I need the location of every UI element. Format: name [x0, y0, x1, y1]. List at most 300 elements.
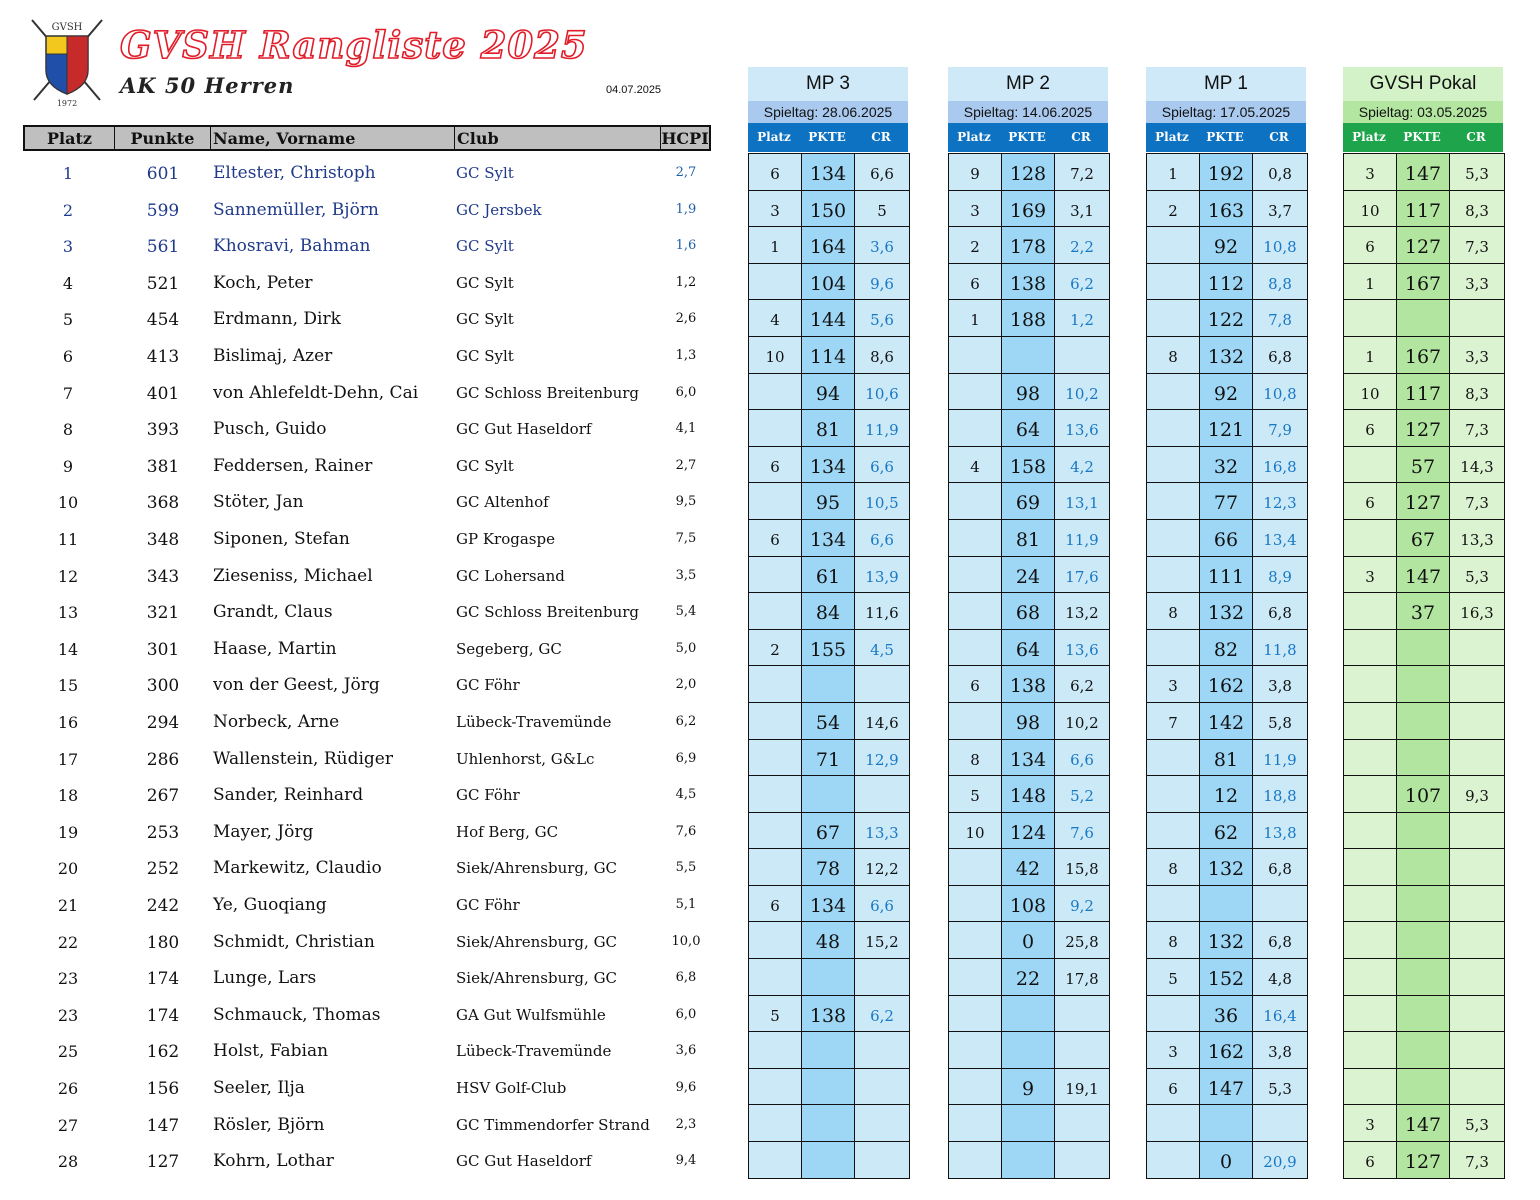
event-platz-cell — [749, 1105, 801, 1140]
event-col-cr: CR — [1071, 130, 1091, 144]
event-cr-cell: 5,3 — [1268, 1079, 1292, 1098]
event-cr-cell — [855, 959, 909, 994]
event-platz-cell — [1344, 740, 1396, 775]
table-row — [23, 704, 711, 741]
table-row — [23, 301, 711, 338]
table-row — [23, 228, 711, 265]
event-grid — [1146, 153, 1308, 1179]
event-cr-cell: 5 — [877, 201, 887, 220]
event-platz-cell — [749, 1032, 801, 1067]
event-pkte-cell: 124 — [1001, 813, 1055, 849]
event-pkte-cell — [801, 776, 855, 812]
name-cell: Grandt, Claus — [213, 602, 333, 623]
club-cell: Hof Berg, GC — [456, 822, 559, 841]
event-row — [1147, 739, 1307, 776]
event-pkte-cell — [1396, 996, 1450, 1032]
event-grid — [948, 153, 1110, 1179]
event-row — [1344, 153, 1504, 190]
name-cell: Sander, Reinhard — [213, 785, 364, 806]
event-cr-cell: 5,3 — [1465, 567, 1489, 586]
event-row — [949, 885, 1109, 922]
event-row — [1147, 190, 1307, 227]
table-row — [23, 558, 711, 595]
event-cr-cell: 15,8 — [1065, 860, 1099, 879]
event-pkte-cell: 134 — [801, 447, 855, 483]
event-row — [1147, 373, 1307, 410]
event-platz-cell — [1344, 1069, 1396, 1104]
event-row — [1147, 665, 1307, 702]
club-cell: Segeberg, GC — [456, 639, 562, 658]
event-cr-cell — [1055, 996, 1109, 1031]
rank-cell: 3 — [62, 237, 74, 257]
event-row — [949, 446, 1109, 483]
event-row — [1147, 775, 1307, 812]
points-cell: 242 — [146, 896, 180, 916]
event-row — [1147, 921, 1307, 958]
name-cell: von der Geest, Jörg — [213, 675, 380, 696]
event-cr-cell — [855, 1142, 909, 1177]
event-row — [749, 556, 909, 593]
hcpi-cell: 1,3 — [675, 348, 697, 363]
event-pkte-cell: 117 — [1396, 374, 1450, 410]
event-cr-cell: 11,8 — [1263, 640, 1297, 659]
event-platz-cell — [1344, 520, 1396, 555]
event-row — [949, 1068, 1109, 1105]
event-pkte-cell: 94 — [801, 374, 855, 410]
event-platz-cell: 8 — [1168, 933, 1178, 952]
event-cr-cell: 5,3 — [1465, 165, 1489, 183]
event-platz-cell: 8 — [1168, 347, 1178, 366]
points-cell: 156 — [146, 1079, 180, 1099]
event-row — [1147, 226, 1307, 263]
event-platz-cell — [749, 410, 801, 445]
hcpi-cell: 1,6 — [675, 238, 697, 254]
event-pkte-cell: 61 — [801, 557, 855, 593]
event-platz-cell — [749, 1142, 801, 1177]
report-date: 04.07.2025 — [606, 84, 662, 96]
event-platz-cell: 3 — [970, 201, 980, 220]
event-platz-cell — [1147, 630, 1199, 665]
event-platz-cell: 1 — [1365, 274, 1375, 293]
club-cell: GC Timmendorfer Strand — [456, 1115, 650, 1134]
event-pkte-cell: 92 — [1199, 227, 1253, 263]
event-row — [749, 665, 909, 702]
name-cell: Rösler, Björn — [213, 1114, 325, 1135]
name-cell: Holst, Fabian — [213, 1041, 329, 1062]
event-row — [1344, 775, 1504, 812]
rank-cell: 8 — [62, 420, 74, 440]
rank-cell: 28 — [57, 1152, 79, 1172]
hcpi-cell: 6,0 — [675, 1006, 697, 1022]
event-platz-cell: 3 — [1365, 567, 1375, 586]
event-pkte-cell: 127 — [1396, 483, 1450, 519]
event-row — [1147, 592, 1307, 629]
event-platz-cell: 3 — [1365, 165, 1375, 183]
points-cell: 162 — [146, 1042, 180, 1063]
points-cell: 127 — [146, 1152, 180, 1173]
event-column-header — [948, 123, 1108, 152]
event-row — [1147, 556, 1307, 593]
event-platz-cell — [1344, 886, 1396, 921]
event-col-cr: CR — [1269, 130, 1289, 144]
event-cr-cell: 19,1 — [1065, 1079, 1099, 1098]
event-pkte-cell: 121 — [1199, 410, 1253, 446]
event-row — [949, 665, 1109, 702]
event-pkte-cell — [1396, 1069, 1450, 1105]
event-pkte-cell — [1396, 849, 1450, 885]
event-row — [1147, 995, 1307, 1032]
event-pkte-cell: 95 — [801, 483, 855, 519]
hcpi-cell: 7,6 — [675, 823, 697, 839]
hcpi-cell: 4,1 — [675, 421, 697, 437]
event-platz-cell — [1344, 300, 1396, 335]
event-cr-cell: 3,3 — [1465, 274, 1489, 293]
event-platz-cell: 6 — [1365, 1153, 1375, 1172]
event-cr-cell: 3,8 — [1268, 1043, 1292, 1062]
event-pkte-cell: 81 — [1001, 520, 1055, 556]
event-cr-cell — [1450, 959, 1504, 994]
points-cell: 368 — [146, 493, 180, 514]
event-platz-cell: 10 — [765, 347, 785, 366]
event-pkte-cell — [1001, 996, 1055, 1032]
event-platz-cell — [749, 813, 801, 848]
event-row — [949, 556, 1109, 593]
event-cr-cell — [1055, 1105, 1109, 1140]
event-cr-cell — [855, 1069, 909, 1104]
event-pkte-cell: 162 — [1199, 666, 1253, 702]
event-cr-cell: 13,9 — [865, 567, 899, 586]
event-pkte-cell — [1199, 1105, 1253, 1141]
event-pkte-cell: 188 — [1001, 300, 1055, 336]
event-cr-cell: 2,2 — [1070, 238, 1094, 257]
event-row — [1344, 812, 1504, 849]
event-cr-cell: 1,2 — [1070, 311, 1094, 330]
event-cr-cell: 11,6 — [865, 604, 899, 623]
event-pkte-cell: 71 — [801, 740, 855, 776]
event-platz-cell — [1147, 740, 1199, 775]
svg-text:1972: 1972 — [56, 99, 78, 108]
event-pkte-cell: 147 — [1199, 1069, 1253, 1105]
event-platz-cell — [1147, 557, 1199, 592]
event-cr-cell: 10,6 — [865, 384, 899, 403]
event-row — [1147, 409, 1307, 446]
event-pkte-cell: 164 — [801, 227, 855, 263]
event-platz-cell — [1344, 630, 1396, 665]
rank-cell: 17 — [57, 749, 79, 769]
points-cell: 343 — [146, 566, 180, 587]
points-cell: 253 — [146, 822, 180, 843]
col-platz: Platz — [25, 127, 115, 149]
event-pkte-cell — [1396, 922, 1450, 958]
event-cr-cell: 9,3 — [1465, 787, 1489, 806]
points-cell: 393 — [146, 420, 180, 441]
event-platz-cell: 4 — [770, 311, 780, 330]
event-cr-cell: 6,8 — [1268, 604, 1292, 623]
event-cr-cell: 8,3 — [1465, 201, 1489, 220]
table-row — [23, 960, 711, 997]
event-cr-cell: 5,8 — [1268, 713, 1292, 732]
event-platz-cell — [1344, 959, 1396, 994]
event-row — [1344, 409, 1504, 446]
event-platz-cell — [749, 593, 801, 628]
event-cr-cell — [1055, 1142, 1109, 1177]
event-platz-cell: 1 — [1168, 165, 1178, 183]
hcpi-cell: 5,1 — [675, 897, 697, 912]
event-platz-cell — [1147, 776, 1199, 811]
event-col-cr: CR — [871, 130, 891, 144]
rank-cell: 25 — [57, 1042, 79, 1062]
event-row — [749, 1068, 909, 1105]
name-cell: Lunge, Lars — [213, 968, 317, 989]
event-cr-cell: 4,5 — [870, 640, 894, 659]
name-cell: Norbeck, Arne — [213, 712, 340, 732]
event-pkte-cell — [1001, 1105, 1055, 1141]
event-row — [1344, 482, 1504, 519]
col-name: Name, Vorname — [211, 127, 455, 149]
hcpi-cell: 6,9 — [675, 750, 697, 766]
hcpi-cell: 2,0 — [675, 677, 697, 693]
rank-cell: 18 — [57, 786, 79, 806]
name-cell: Wallenstein, Rüdiger — [213, 748, 393, 769]
event-pkte-cell — [1396, 813, 1450, 849]
points-cell: 147 — [146, 1115, 180, 1136]
event-cr-cell: 7,9 — [1268, 421, 1292, 440]
event-row — [749, 995, 909, 1032]
club-cell: GC Sylt — [456, 347, 514, 365]
table-row — [23, 155, 711, 192]
event-title: MP 2 — [948, 67, 1108, 101]
event-cr-cell: 3,3 — [1465, 347, 1489, 366]
event-row — [1344, 190, 1504, 227]
event-platz-cell — [749, 740, 801, 775]
event-pkte-cell: 152 — [1199, 959, 1253, 995]
event-pkte-cell: 114 — [801, 337, 855, 373]
event-row — [1147, 1104, 1307, 1141]
event-platz-cell — [949, 374, 1001, 409]
event-pkte-cell — [1396, 666, 1450, 702]
event-cr-cell — [1450, 1032, 1504, 1067]
event-row — [1344, 1104, 1504, 1141]
event-platz-cell — [1344, 666, 1396, 701]
event-pkte-cell: 142 — [1199, 703, 1253, 739]
table-row — [23, 594, 711, 631]
event-row — [1147, 958, 1307, 995]
event-row — [749, 373, 909, 410]
event-pkte-cell: 178 — [1001, 227, 1055, 263]
rank-cell: 11 — [57, 530, 79, 549]
event-date: Spieltag: 03.05.2025 — [1343, 101, 1503, 123]
event-cr-cell: 6,6 — [870, 896, 894, 915]
event-platz-cell: 6 — [770, 457, 780, 476]
event-cr-cell: 8,3 — [1465, 384, 1489, 403]
event-cr-cell — [1450, 813, 1504, 848]
table-row — [23, 1070, 711, 1107]
event-cr-cell — [1450, 1069, 1504, 1104]
event-platz-cell — [1344, 703, 1396, 738]
event-platz-cell — [1147, 886, 1199, 921]
hcpi-cell: 9,5 — [675, 494, 697, 510]
event-cr-cell — [855, 776, 909, 811]
event-platz-cell: 10 — [1360, 201, 1380, 220]
table-row — [23, 265, 711, 302]
event-platz-cell: 2 — [1168, 201, 1178, 220]
rank-cell: 20 — [57, 859, 79, 879]
event-pkte-cell: 138 — [801, 996, 855, 1032]
event-pkte-cell: 78 — [801, 849, 855, 885]
event-row — [1344, 373, 1504, 410]
event-row — [749, 629, 909, 666]
event-cr-cell: 10,8 — [1263, 238, 1297, 257]
points-cell: 401 — [146, 383, 180, 404]
event-cr-cell: 6,8 — [1268, 933, 1292, 952]
event-cr-cell: 17,6 — [1065, 567, 1099, 586]
event-row — [1344, 556, 1504, 593]
event-title: MP 3 — [748, 67, 908, 101]
event-platz-cell — [949, 630, 1001, 665]
event-pkte-cell: 0 — [1199, 1142, 1253, 1178]
rank-cell: 12 — [57, 566, 79, 586]
event-cr-cell: 11,9 — [865, 421, 899, 440]
name-cell: Pusch, Guido — [213, 419, 327, 440]
name-cell: Kohrn, Lothar — [213, 1151, 334, 1172]
event-platz-cell — [1344, 593, 1396, 628]
event-row — [1147, 153, 1307, 190]
event-pkte-cell: 122 — [1199, 300, 1253, 336]
event-pkte-cell: 68 — [1001, 593, 1055, 629]
event-pkte-cell: 155 — [801, 630, 855, 666]
table-row — [23, 777, 711, 814]
event-row — [1147, 885, 1307, 922]
event-pkte-cell: 81 — [1199, 740, 1253, 776]
event-platz-cell — [949, 410, 1001, 445]
event-row — [1344, 592, 1504, 629]
event-cr-cell — [1450, 666, 1504, 701]
event-platz-cell — [749, 849, 801, 884]
event-pkte-cell — [1396, 630, 1450, 666]
name-cell: Bislimaj, Azer — [213, 346, 333, 366]
event-platz-cell — [749, 557, 801, 592]
event-pkte-cell — [801, 1142, 855, 1178]
name-cell: Mayer, Jörg — [213, 821, 314, 842]
event-cr-cell: 25,8 — [1065, 933, 1099, 952]
event-cr-cell: 13,6 — [1065, 640, 1099, 659]
event-cr-cell: 20,9 — [1263, 1153, 1297, 1172]
name-cell: Schmauck, Thomas — [213, 1004, 381, 1025]
hcpi-cell: 2,7 — [675, 165, 697, 180]
event-cr-cell: 3,7 — [1268, 201, 1292, 220]
event-platz-cell: 6 — [1365, 238, 1375, 257]
event-pkte-cell: 167 — [1396, 264, 1450, 300]
event-platz-cell: 3 — [1365, 1116, 1375, 1135]
event-date: Spieltag: 28.06.2025 — [748, 101, 908, 123]
event-cr-cell — [1450, 630, 1504, 665]
event-row — [1344, 958, 1504, 995]
event-row — [1344, 921, 1504, 958]
event-platz-cell: 6 — [1365, 494, 1375, 513]
event-cr-cell: 13,2 — [1065, 604, 1099, 623]
event-pkte-cell: 9 — [1001, 1069, 1055, 1105]
event-row — [1147, 336, 1307, 373]
event-pkte-cell: 98 — [1001, 703, 1055, 739]
hcpi-cell: 9,4 — [675, 1153, 697, 1169]
event-pkte-cell: 169 — [1001, 191, 1055, 227]
event-pkte-cell: 37 — [1396, 593, 1450, 629]
points-cell: 180 — [146, 932, 180, 953]
event-platz-cell — [1147, 227, 1199, 262]
event-cr-cell: 10,8 — [1263, 384, 1297, 403]
event-pkte-cell — [1396, 886, 1450, 922]
event-pkte-cell — [1199, 886, 1253, 922]
event-row — [749, 482, 909, 519]
event-platz-cell — [949, 703, 1001, 738]
event-pkte-cell: 134 — [1001, 740, 1055, 776]
event-pkte-cell: 12 — [1199, 776, 1253, 812]
event-platz-cell: 6 — [1168, 1079, 1178, 1098]
event-cr-cell: 16,8 — [1263, 457, 1297, 476]
event-cr-cell: 6,2 — [1070, 274, 1094, 293]
event-pkte-cell: 104 — [801, 264, 855, 300]
event-row — [949, 336, 1109, 373]
rank-cell: 2 — [62, 200, 74, 220]
event-row — [1147, 519, 1307, 556]
event-pkte-cell: 67 — [1396, 520, 1450, 556]
hcpi-cell: 3,6 — [675, 1043, 697, 1059]
points-cell: 413 — [146, 347, 180, 367]
event-cr-cell — [1253, 886, 1307, 921]
event-row — [949, 299, 1109, 336]
event-pkte-cell — [1396, 740, 1450, 776]
event-platz-cell — [749, 374, 801, 409]
event-platz-cell: 6 — [970, 677, 980, 696]
club-cell: Siek/Ahrensburg, GC — [456, 859, 618, 878]
event-cr-cell: 3,1 — [1070, 201, 1094, 220]
table-row — [23, 448, 711, 485]
col-punkte: Punkte — [115, 127, 211, 149]
hcpi-cell: 3,5 — [675, 567, 697, 583]
event-col-platz: Platz — [1352, 130, 1386, 144]
event-row — [949, 1104, 1109, 1141]
event-platz-cell — [1344, 849, 1396, 884]
hcpi-cell: 1,2 — [675, 274, 697, 290]
event-row — [1344, 226, 1504, 263]
club-cell: Siek/Ahrensburg, GC — [456, 932, 618, 951]
event-column-header — [748, 123, 908, 152]
event-row — [949, 775, 1109, 812]
event-platz-cell — [1147, 374, 1199, 409]
event-cr-cell: 5,3 — [1465, 1116, 1489, 1135]
event-row — [1344, 299, 1504, 336]
rank-cell: 26 — [57, 1079, 79, 1098]
event-platz-cell: 10 — [965, 823, 985, 842]
event-cr-cell: 6,8 — [1268, 860, 1292, 879]
hcpi-cell: 6,0 — [675, 384, 697, 400]
rank-cell: 5 — [62, 310, 74, 330]
hcpi-cell: 4,5 — [675, 787, 697, 803]
event-pkte-cell: 162 — [1199, 1032, 1253, 1068]
event-row — [749, 153, 909, 190]
event-row — [1147, 702, 1307, 739]
event-platz-cell — [1147, 447, 1199, 482]
points-cell: 381 — [146, 456, 180, 477]
event-cr-cell: 6,2 — [1070, 677, 1094, 696]
event-platz-cell — [1147, 300, 1199, 335]
event-pkte-cell: 148 — [1001, 776, 1055, 812]
event-row — [949, 1141, 1109, 1178]
event-col-cr: CR — [1466, 130, 1486, 144]
event-cr-cell: 3,6 — [870, 238, 894, 257]
event-pkte-cell — [1001, 1142, 1055, 1178]
event-cr-cell: 13,1 — [1065, 494, 1099, 513]
